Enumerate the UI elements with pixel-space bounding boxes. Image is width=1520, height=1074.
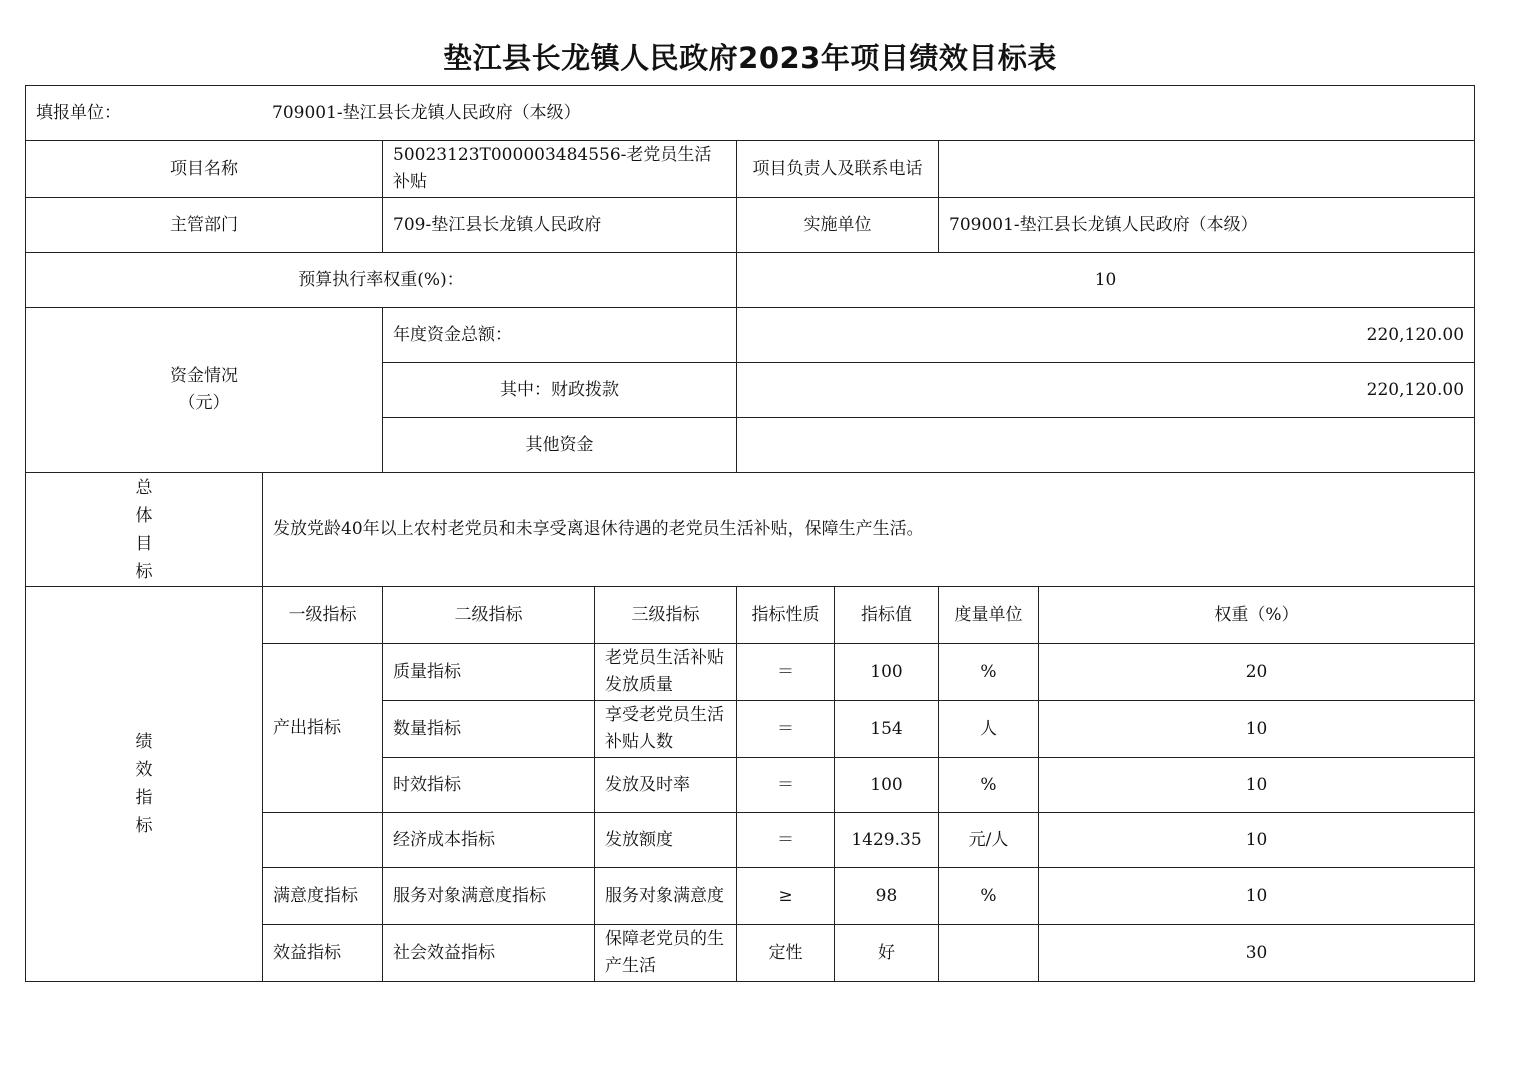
row-weight: 20 [1039,644,1475,701]
row-value: 98 [835,868,939,925]
funds-total-label: 年度资金总额： [383,308,737,363]
impl-unit-label: 实施单位 [737,198,939,253]
row-unit: % [939,758,1039,813]
group-output: 产出指标 [263,644,383,813]
row-level3: 服务对象满意度 [595,868,737,925]
indicator-char: 标 [135,816,153,836]
indicator-char: 绩 [135,732,153,752]
header-value: 指标值 [835,587,939,644]
performance-target-table [25,85,1475,982]
project-contact-value [939,141,1475,198]
row-level2: 数量指标 [383,701,595,758]
project-name-label: 项目名称 [26,141,383,198]
row-level3: 发放及时率 [595,758,737,813]
goal-char: 目 [135,533,153,554]
funds-other-value [737,418,1475,473]
row-level2: 经济成本指标 [383,813,595,868]
header-level3: 三级指标 [595,587,737,644]
project-contact-label: 项目负责人及联系电话 [737,141,939,198]
page-title: 垫江县长龙镇人民政府2023年项目绩效目标表 [443,41,1057,75]
row-value: 100 [835,644,939,701]
budget-rate-label: 预算执行率权重(%)： [26,253,737,308]
row-weight: 10 [1039,701,1475,758]
group-satisfaction: 满意度指标 [263,868,383,925]
impl-unit-value: 709001-垫江县长龙镇人民政府（本级） [939,198,1475,253]
row-value: 1429.35 [835,813,939,868]
row-level2: 时效指标 [383,758,595,813]
overall-goal-label [26,473,263,587]
funds-label-line2: （元） [178,393,230,413]
row-weight: 10 [1039,758,1475,813]
row-nature: ≥ [737,868,835,925]
row-nature: ＝ [737,758,835,813]
header-weight: 权重（%） [1039,587,1475,644]
goal-char: 体 [135,505,153,526]
row-weight: 10 [1039,813,1475,868]
funds-fiscal-label: 其中：财政拨款 [383,363,737,418]
indicators-label [26,587,263,982]
goal-char: 标 [135,561,153,582]
funds-label [26,308,383,473]
row-unit: 元/人 [939,813,1039,868]
header-unit: 度量单位 [939,587,1039,644]
header-level2: 二级指标 [383,587,595,644]
reporting-unit-row [26,86,1475,141]
reporting-unit-label: 填报单位： [36,102,121,123]
funds-other-label: 其他资金 [383,418,737,473]
reporting-unit-value: 709001-垫江县长龙镇人民政府（本级） [272,102,581,123]
row-unit: % [939,644,1039,701]
row-unit: 人 [939,701,1039,758]
row-weight: 30 [1039,925,1475,982]
row-value: 好 [835,925,939,982]
row-value: 154 [835,701,939,758]
funds-fiscal-value: 220,120.00 [737,363,1475,418]
indicator-char: 效 [135,760,153,780]
row-level3: 老党员生活补贴发放质量 [595,644,737,701]
row-nature: ＝ [737,813,835,868]
header-level1: 一级指标 [263,587,383,644]
funds-total-value: 220,120.00 [737,308,1475,363]
row-level2: 社会效益指标 [383,925,595,982]
row-unit [939,925,1039,982]
goal-char: 总 [135,477,153,498]
group-blank [263,813,383,868]
group-benefit: 效益指标 [263,925,383,982]
project-name-value: 50023123T000003484556-老党员生活补贴 [383,141,737,198]
row-level3: 保障老党员的生产生活 [595,925,737,982]
row-value: 100 [835,758,939,813]
row-level3: 享受老党员生活补贴人数 [595,701,737,758]
row-level3: 发放额度 [595,813,737,868]
row-level2: 质量指标 [383,644,595,701]
header-nature: 指标性质 [737,587,835,644]
funds-label-line1: 资金情况 [170,366,238,386]
indicator-char: 指 [135,788,153,808]
row-level2: 服务对象满意度指标 [383,868,595,925]
row-nature: 定性 [737,925,835,982]
overall-goal-text: 发放党龄40年以上农村老党员和未享受离退休待遇的老党员生活补贴，保障生产生活。 [263,473,1475,587]
row-nature: ＝ [737,701,835,758]
row-weight: 10 [1039,868,1475,925]
dept-label: 主管部门 [26,198,383,253]
budget-rate-value: 10 [737,253,1475,308]
dept-value: 709-垫江县长龙镇人民政府 [383,198,737,253]
row-nature: ＝ [737,644,835,701]
row-unit: % [939,868,1039,925]
